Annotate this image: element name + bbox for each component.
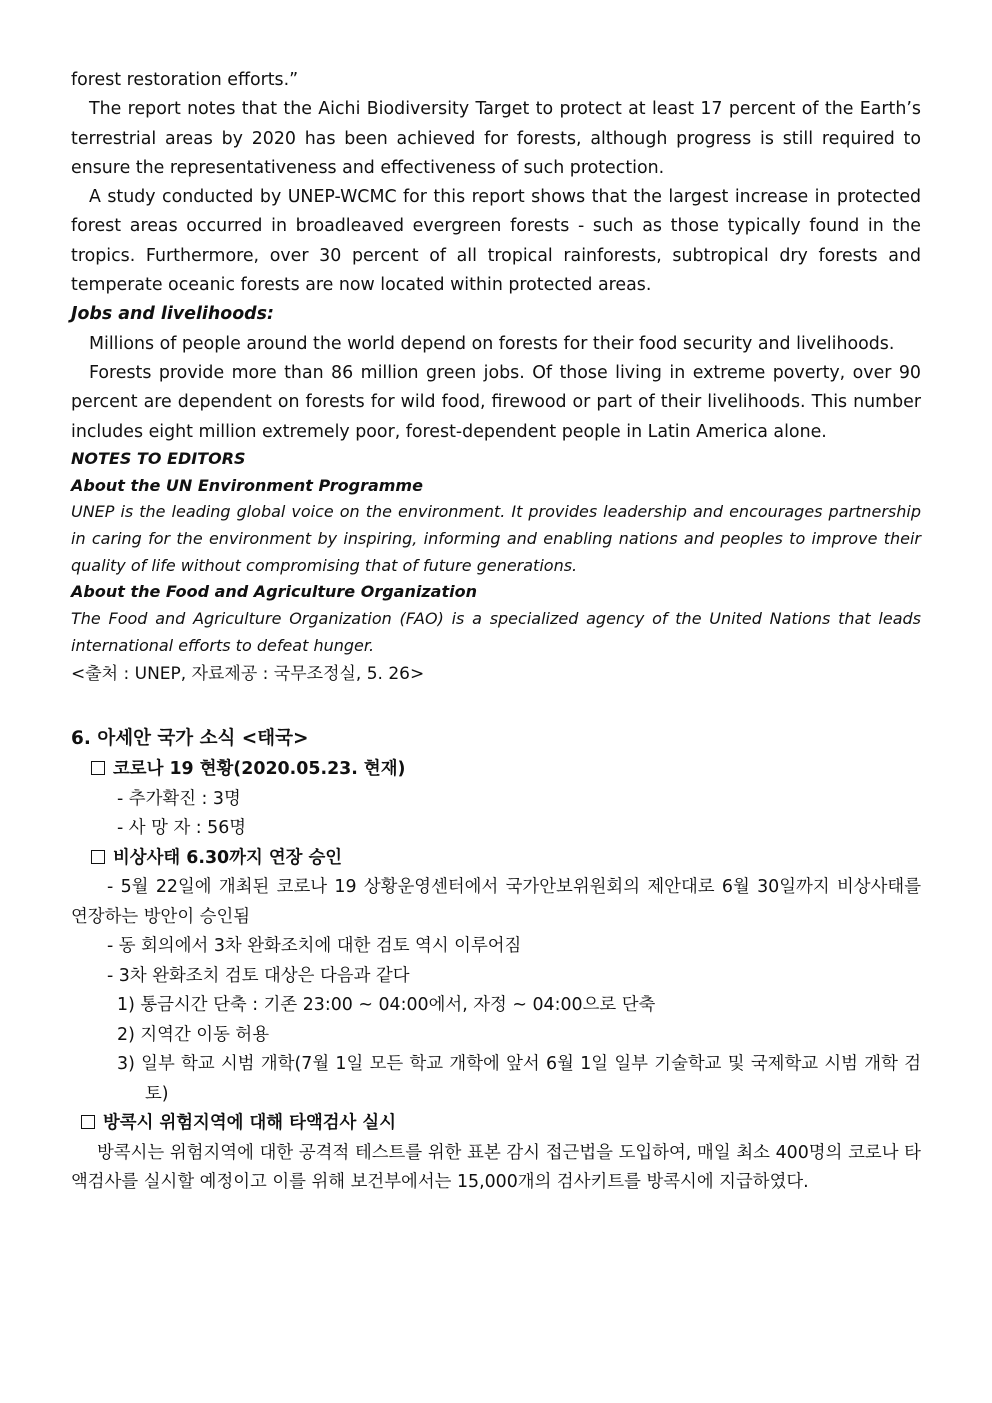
bangkok-heading: 방콕시 위험지역에 대해 타액검사 실시	[81, 1109, 921, 1139]
notes-heading: NOTES TO EDITORS	[71, 448, 246, 468]
covid-item-confirmed: - 추가확진 : 3명	[117, 788, 241, 809]
covid-status-heading: 코로나 19 현황(2020.05.23. 현재)	[91, 755, 921, 785]
emergency-item-review: - 동 회의에서 3차 완화조치에 대한 검토 역시 이루어짐	[107, 936, 522, 957]
measure-movement: 2) 지역간 이동 허용	[117, 1024, 270, 1045]
emergency-text: - 5월 22일에 개최된 코로나 19 상황운영센터에서 국가안보위원회의 제안대로 6월 30일까지 비상사태를 연장하는 방안이 승인됨	[71, 877, 921, 927]
paragraph-unep-wcmc-study: A study conducted by UNEP-WCMC for this report shows that the largest increase in protected forest areas occurred in broadleaved evergreen forests - such as those typically found in the tropics. Furthermore, over 30 percent of all tropical rainforests, subtropical dry forests and temperate oceanic forests are now located within protected areas.	[71, 187, 921, 296]
checkbox-square-icon	[81, 1115, 95, 1129]
emergency-item-targets: - 3차 완화조치 검토 대상은 다음과 같다	[107, 965, 410, 986]
jobs-heading: Jobs and livelihoods:	[71, 304, 274, 325]
document-page	[71, 66, 921, 1198]
checkbox-square-icon	[91, 850, 105, 864]
fao-text: The Food and Agriculture Organization (FAO) is a specialized agency of the United Nations that leads international efforts to defeat hunger.	[71, 609, 921, 655]
paragraph-aichi-target: The report notes that the Aichi Biodiversity Target to protect at least 17 percent of the Earth’s terrestrial areas by 2020 has been achieved for forests, although progress is still required to ensure the representativeness and effectiveness of such protection.	[71, 99, 921, 178]
checkbox-square-icon	[91, 761, 105, 775]
paragraph-millions-depend: Millions of people around the world depend on forests for their food security and livelihoods.	[89, 333, 895, 354]
paragraph-green-jobs: Forests provide more than 86 million green jobs. Of those living in extreme poverty, over 90 percent are dependent on forests for wild food, firewood or part of their livelihoods. This number includes eight million extremely poor, forest-dependent people in Latin America alone.	[71, 362, 921, 442]
fao-heading: About the Food and Agriculture Organization	[71, 582, 477, 602]
measure-curfew: 1) 통금시간 단축 : 기존 23:00 ~ 04:00에서, 자정 ~ 04:00으로 단축	[117, 995, 656, 1016]
section-title: 6. 아세안 국가 소식 <태국>	[71, 728, 309, 750]
unep-text: UNEP is the leading global voice on the environment. It provides leadership and encourages partnership in caring for the environment by inspiring, informing and enabling nations and peoples to improve their quality of life without compromising that of future generations.	[71, 502, 921, 575]
bangkok-text: 방콕시는 위험지역에 대한 공격적 테스트를 위한 표본 감시 접근법을 도입하여, 매일 최소 400명의 코로나 타액검사를 실시할 예정이고 이를 위해 보건부에서는 15,000개의 검사키트를 방콕시에 지급하였다.	[71, 1142, 921, 1193]
paragraph-continuation: forest restoration efforts.”	[71, 70, 299, 90]
measure-school: 3) 일부 학교 시범 개학(7월 1일 모든 학교 개학에 앞서 6월 1일 일부 기술학교 및 국제학교 시범 개학 검토)	[117, 1054, 921, 1104]
source-line: <출처 : UNEP, 자료제공 : 국무조정실, 5. 26>	[71, 664, 425, 685]
unep-heading: About the UN Environment Programme	[71, 475, 423, 495]
covid-item-deaths: - 사 망 자 : 56명	[117, 818, 247, 839]
emergency-heading: 비상사태 6.30까지 연장 승인	[91, 844, 921, 874]
